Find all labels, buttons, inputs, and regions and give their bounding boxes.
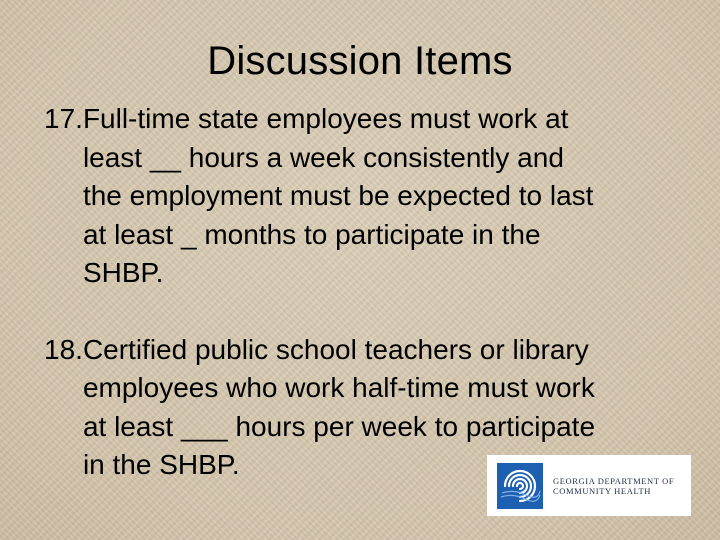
item-text-line: the employment must be expected to last [82,180,594,211]
item-text-line: at least ___ hours per week to participate [82,410,596,442]
slide-title: Discussion Items [207,39,513,83]
logo-text [553,476,674,496]
item-text-line: SHBP. [82,257,164,288]
item-text-line: Certified public school teachers or library [82,333,589,365]
item-text [83,100,694,293]
logo-line-1: GEORGIA DEPARTMENT OF [553,475,675,486]
item-number: 17. [44,103,83,134]
item-text-line: Full-time state employees must work at [82,103,569,134]
item-text-line: employees who work half-time must work [82,372,595,403]
item-number: 18. [44,333,83,365]
item-text-line: at least _ months to participate in the [82,218,541,250]
discussion-items-list [44,100,694,485]
item-text-line: least __ hours a week consistently and [82,141,564,173]
list-item-17 [44,100,694,293]
concentric-swirl-logo-icon [497,463,543,509]
dch-logo [487,455,691,516]
logo-line-2: COMMUNITY HEALTH [553,485,651,496]
item-text-line: in the SHBP. [82,449,240,480]
